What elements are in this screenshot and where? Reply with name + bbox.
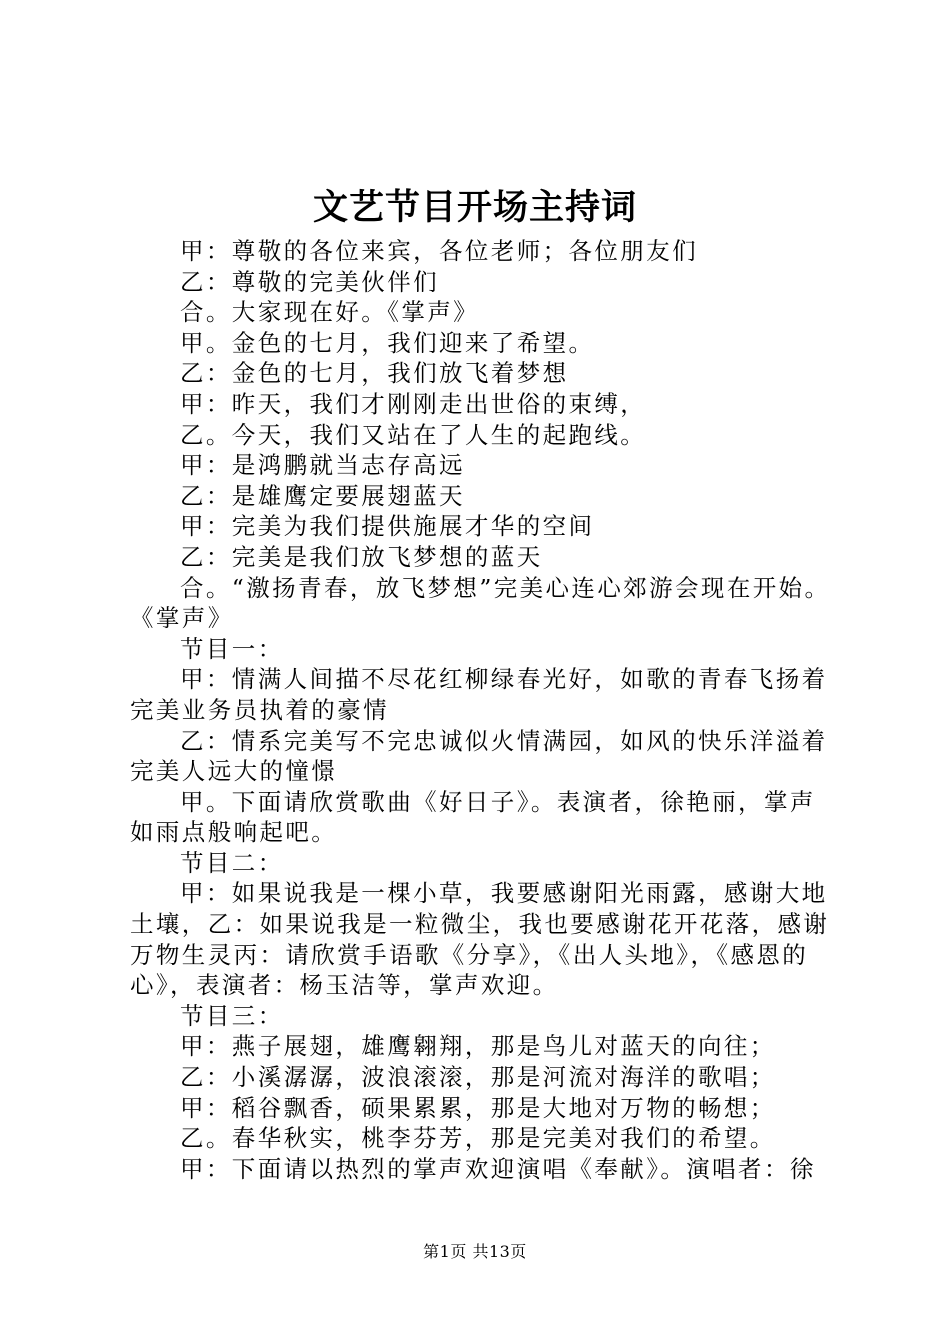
paragraph: 乙。春华秋实，桃李芬芳，那是完美对我们的希望。 <box>180 1124 776 1153</box>
paragraph: 甲：稻谷飘香，硕果累累，那是大地对万物的畅想； <box>180 1093 776 1122</box>
section-heading: 节目一： <box>180 634 284 663</box>
paragraph: 乙。今天，我们又站在了人生的起跑线。 <box>180 420 647 449</box>
paragraph: 合。“激扬青春，放飞梦想”完美心连心郊游会现在开始。《掌声》 <box>130 573 831 633</box>
paragraph: 甲：燕子展翅，雄鹰翱翔，那是鸟儿对蓝天的向往； <box>180 1032 776 1061</box>
paragraph: 合。大家现在好。《掌声》 <box>180 298 480 327</box>
paragraph: 乙：是雄鹰定要展翅蓝天 <box>180 481 465 510</box>
paragraph: 甲：如果说我是一棵小草，我要感谢阳光雨露，感谢大地土壤，乙：如果说我是一粒微尘，我也要感谢花开花落，感谢万物生灵丙：请欣赏手语歌《分享》，《出人头地》，《感恩的心》，表演者：杨玉洁等，掌声欢迎。 <box>130 879 830 1000</box>
paragraph: 乙：金色的七月，我们放飞着梦想 <box>180 359 569 388</box>
section-heading: 节目三： <box>180 1001 284 1030</box>
paragraph: 甲：尊敬的各位来宾，各位老师；各位朋友们 <box>180 237 698 265</box>
paragraph: 乙：完美是我们放飞梦想的蓝天 <box>180 542 543 571</box>
paragraph: 乙：情系完美写不完忠诚似火情满园，如风的快乐洋溢着完美人远大的憧憬 <box>130 726 828 786</box>
paragraph: 乙：小溪潺潺，波浪滚滚，那是河流对海洋的歌唱； <box>180 1063 776 1092</box>
document-title: 文艺节目开场主持词 <box>312 187 637 228</box>
section-heading: 节目二： <box>180 848 284 877</box>
paragraph: 甲。下面请欣赏歌曲《好日子》。表演者，徐艳丽，掌声如雨点般响起吧。 <box>130 787 816 847</box>
page-number-footer: 第1页 共13页 <box>423 1242 527 1261</box>
paragraph: 乙：尊敬的完美伙伴们 <box>180 267 439 296</box>
document-body <box>130 236 838 1184</box>
paragraph: 甲。金色的七月，我们迎来了希望。 <box>180 328 595 357</box>
paragraph: 甲：下面请以热烈的掌声欢迎演唱《奉献》。演唱者：徐 <box>180 1154 816 1183</box>
paragraph: 甲：昨天，我们才刚刚走出世俗的束缚， <box>180 389 647 418</box>
paragraph: 甲：情满人间描不尽花红柳绿春光好，如歌的青春飞扬着完美业务员执着的豪情 <box>130 665 828 724</box>
paragraph: 甲：是鸿鹏就当志存高远 <box>180 451 465 480</box>
paragraph: 甲：完美为我们提供施展才华的空间 <box>180 512 595 541</box>
